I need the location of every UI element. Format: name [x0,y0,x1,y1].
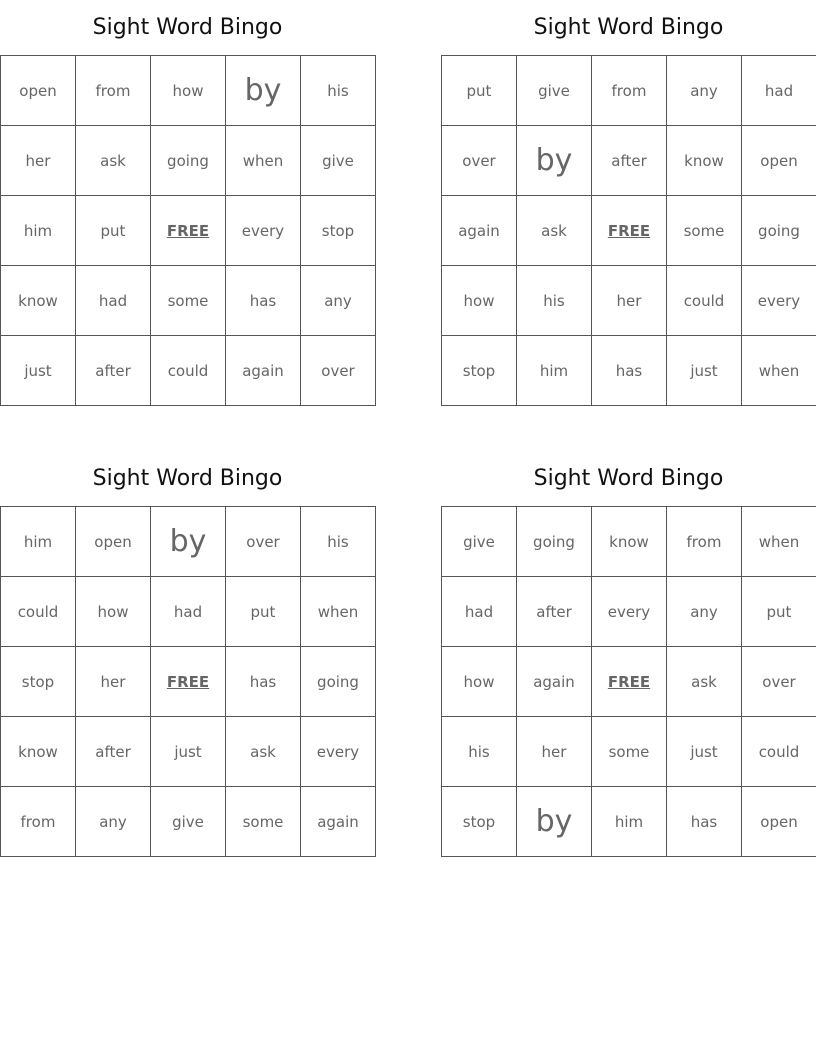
bingo-cell: after [76,717,151,787]
card-title: Sight Word Bingo [533,466,724,491]
bingo-cell: over [442,126,517,196]
bingo-cell: any [667,577,742,647]
bingo-cell: stop [1,647,76,717]
bingo-cell: had [76,266,151,336]
bingo-cell: how [442,266,517,336]
bingo-cell: some [592,717,667,787]
bingo-row [442,336,816,406]
bingo-grid [441,506,816,857]
bingo-row [1,196,376,266]
bingo-cell: her [76,647,151,717]
bingo-row [1,126,376,196]
bingo-cell: when [742,336,816,406]
bingo-cell: going [742,196,816,266]
bingo-cell: open [76,507,151,577]
bingo-cell: has [226,647,301,717]
bingo-cell: her [517,717,592,787]
bingo-cell: his [301,507,376,577]
bingo-cell: when [226,126,301,196]
bingo-row [1,647,376,717]
bingo-cell: just [1,336,76,406]
bingo-cell: has [667,787,742,857]
bingo-cell: any [76,787,151,857]
bingo-cell: how [151,56,226,126]
bingo-cell: put [76,196,151,266]
bingo-cell: over [226,507,301,577]
bingo-cell: stop [442,787,517,857]
bingo-cell: every [301,717,376,787]
bingo-cell: from [1,787,76,857]
bingo-cell: his [301,56,376,126]
bingo-cell: could [1,577,76,647]
bingo-cell: how [442,647,517,717]
bingo-cell: ask [667,647,742,717]
bingo-cell: just [667,336,742,406]
bingo-cell: him [592,787,667,857]
bingo-row [442,787,816,857]
bingo-cell: by [517,126,592,196]
bingo-grid [0,506,376,857]
bingo-row [442,507,816,577]
bingo-cell: give [517,56,592,126]
bingo-cell: put [742,577,816,647]
bingo-cell: by [151,507,226,577]
bingo-cell: him [1,196,76,266]
bingo-cell: had [742,56,816,126]
bingo-row [442,647,816,717]
bingo-cell: stop [301,196,376,266]
bingo-cell: just [151,717,226,787]
bingo-cell: again [226,336,301,406]
bingo-cell: just [667,717,742,787]
bingo-cell: her [592,266,667,336]
card-title: Sight Word Bingo [92,466,283,491]
bingo-row [442,56,816,126]
bingo-card-2 [441,0,816,406]
free-space-cell: FREE [151,647,226,717]
bingo-card-1 [0,0,375,406]
bingo-cell: ask [226,717,301,787]
free-space-cell: FREE [151,196,226,266]
bingo-cell: some [151,266,226,336]
bingo-cell: any [301,266,376,336]
bingo-cell: give [301,126,376,196]
bingo-row [442,266,816,336]
bingo-cell: after [76,336,151,406]
bingo-cell: could [742,717,816,787]
bingo-cell: could [151,336,226,406]
bingo-cell: again [301,787,376,857]
bingo-cell: from [592,56,667,126]
bingo-cell: give [442,507,517,577]
bingo-cell: her [1,126,76,196]
free-space-cell: FREE [592,647,667,717]
bingo-cell: has [592,336,667,406]
bingo-row [1,787,376,857]
bingo-cell: when [742,507,816,577]
bingo-cell: him [1,507,76,577]
bingo-cell: open [742,787,816,857]
bingo-cell: some [667,196,742,266]
bingo-grid [441,55,816,406]
card-title: Sight Word Bingo [533,15,724,40]
bingo-cell: every [742,266,816,336]
bingo-cell: from [76,56,151,126]
bingo-cell: ask [76,126,151,196]
bingo-row [1,56,376,126]
bingo-row [1,266,376,336]
bingo-cell: ask [517,196,592,266]
bingo-card-3 [0,451,375,857]
bingo-row [1,507,376,577]
bingo-row [1,336,376,406]
bingo-cell: going [517,507,592,577]
bingo-cell: over [301,336,376,406]
bingo-row [442,717,816,787]
bingo-cell: know [592,507,667,577]
bingo-row [442,196,816,266]
bingo-cell: know [1,717,76,787]
bingo-cell: going [301,647,376,717]
bingo-cell: know [1,266,76,336]
bingo-cell: again [517,647,592,717]
bingo-cell: had [151,577,226,647]
bingo-cell: give [151,787,226,857]
bingo-cell: by [517,787,592,857]
bingo-cell: over [742,647,816,717]
bingo-cell: again [442,196,517,266]
free-space-cell: FREE [592,196,667,266]
bingo-cell: him [517,336,592,406]
bingo-cell: put [442,56,517,126]
bingo-cell: from [667,507,742,577]
bingo-cell: his [442,717,517,787]
bingo-cell: open [742,126,816,196]
bingo-cell: every [226,196,301,266]
bingo-cell: going [151,126,226,196]
bingo-cell: after [592,126,667,196]
bingo-cell: put [226,577,301,647]
bingo-cell: his [517,266,592,336]
bingo-cell: by [226,56,301,126]
bingo-cell: stop [442,336,517,406]
bingo-cell: after [517,577,592,647]
bingo-cell: every [592,577,667,647]
bingo-row [1,717,376,787]
bingo-grid [0,55,376,406]
bingo-row [442,577,816,647]
bingo-cell: how [76,577,151,647]
bingo-cell: when [301,577,376,647]
bingo-row [1,577,376,647]
bingo-cell: know [667,126,742,196]
bingo-cell: open [1,56,76,126]
bingo-cell: had [442,577,517,647]
bingo-cell: could [667,266,742,336]
bingo-row [442,126,816,196]
card-title: Sight Word Bingo [92,15,283,40]
bingo-cell: any [667,56,742,126]
bingo-cell: some [226,787,301,857]
bingo-cell: has [226,266,301,336]
bingo-card-4 [441,451,816,857]
